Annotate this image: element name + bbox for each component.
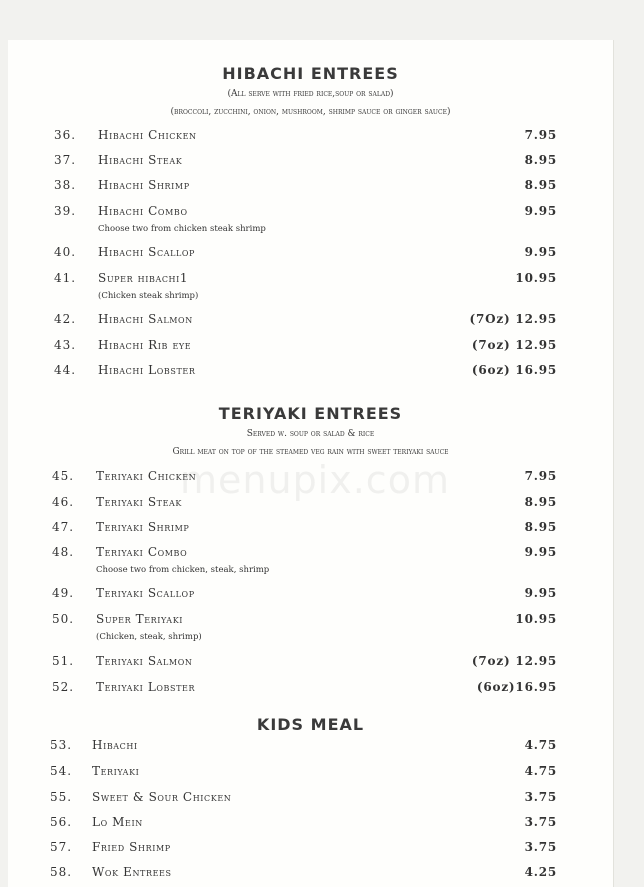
item-price: 8.95 <box>524 153 557 167</box>
item-price: 3.75 <box>524 790 557 804</box>
hibachi-note-serve: (All serve with fried rice,soup or salad) <box>227 89 394 99</box>
item-number: 56. <box>50 815 73 829</box>
item-price: (7oz) 12.95 <box>471 338 557 352</box>
item-price: 8.95 <box>524 495 557 509</box>
item-name: Wok Entrees <box>92 865 172 879</box>
item-number: 47. <box>52 520 75 534</box>
item-number: 38. <box>54 178 77 192</box>
hibachi-note-sauce: (broccoli, zucchini, onion, mushroom, shrimp sauce or ginger sauce) <box>170 107 451 117</box>
item-name: Hibachi Shrimp <box>98 178 190 192</box>
item-number: 55. <box>50 790 73 804</box>
item-number: 52. <box>52 680 75 694</box>
menu-item <box>8 840 613 858</box>
item-price: 7.95 <box>524 469 557 483</box>
item-name: Teriyaki Shrimp <box>96 520 190 534</box>
menu-page <box>8 40 613 887</box>
item-description: (Chicken steak shrimp) <box>98 291 199 301</box>
item-number: 36. <box>54 128 77 142</box>
item-name: Hibachi Steak <box>98 153 183 167</box>
menu-item <box>8 586 613 604</box>
item-number: 45. <box>52 469 75 483</box>
item-name: Teriyaki Chicken <box>96 469 197 483</box>
item-name: Teriyaki Combo <box>96 545 188 559</box>
item-name: Teriyaki Steak <box>96 495 182 509</box>
item-price: 4.75 <box>524 738 557 752</box>
item-number: 53. <box>50 738 73 752</box>
menu-item <box>8 520 613 538</box>
item-number: 51. <box>52 654 75 668</box>
item-price: 9.95 <box>524 545 557 559</box>
item-number: 50. <box>52 612 75 626</box>
menu-item <box>8 363 613 381</box>
item-name: Teriyaki Lobster <box>96 680 196 694</box>
item-number: 44. <box>54 363 77 377</box>
item-number: 37. <box>54 153 77 167</box>
item-name: Teriyaki Salmon <box>96 654 193 668</box>
item-name: Lo Mein <box>92 815 143 829</box>
item-description: Choose two from chicken steak shrimp <box>98 224 266 234</box>
item-price: 3.75 <box>524 815 557 829</box>
menu-item <box>8 204 613 234</box>
item-number: 57. <box>50 840 73 854</box>
item-name: Hibachi Chicken <box>98 128 197 142</box>
item-price: 4.25 <box>524 865 557 879</box>
item-price: (7oz) 12.95 <box>471 654 557 668</box>
menu-item <box>8 178 613 196</box>
teriyaki-title: TERIYAKI ENTREES <box>218 404 403 423</box>
menu-item <box>8 545 613 575</box>
menu-item <box>8 469 613 487</box>
item-price: 8.95 <box>524 178 557 192</box>
item-number: 49. <box>52 586 75 600</box>
menu-item <box>8 271 613 301</box>
item-price: 10.95 <box>515 612 557 626</box>
item-name: Super Teriyaki <box>96 612 184 626</box>
menu-item <box>8 815 613 833</box>
item-description: Choose two from chicken, steak, shrimp <box>96 565 270 575</box>
menu-item <box>8 764 613 782</box>
item-number: 43. <box>54 338 77 352</box>
kids-title: KIDS MEAL <box>256 715 365 734</box>
item-number: 54. <box>50 764 73 778</box>
item-number: 39. <box>54 204 77 218</box>
item-name: Hibachi Combo <box>98 204 188 218</box>
item-name: Hibachi Rib eye <box>98 338 192 352</box>
item-name: Hibachi Lobster <box>98 363 196 377</box>
item-price: (6oz) 16.95 <box>471 363 557 377</box>
menu-item <box>8 612 613 642</box>
item-name: Teriyaki Scallop <box>96 586 195 600</box>
item-price: (7Oz) 12.95 <box>469 312 557 326</box>
item-price: (6oz)16.95 <box>476 680 557 694</box>
item-name: Teriyaki <box>92 764 140 778</box>
teriyaki-note-grill: Grill meat on top of the steamed veg rain with sweet teriyaki sauce <box>172 447 449 457</box>
item-price: 9.95 <box>524 586 557 600</box>
item-description: (Chicken, steak, shrimp) <box>96 632 202 642</box>
menu-item <box>8 312 613 330</box>
item-name: Super hibachi1 <box>98 271 189 285</box>
menu-item <box>8 153 613 171</box>
watermark: menupix.com <box>180 458 450 502</box>
item-name: Hibachi Salmon <box>98 312 193 326</box>
menu-item <box>8 128 613 146</box>
menu-item <box>8 790 613 808</box>
item-number: 46. <box>52 495 75 509</box>
item-price: 8.95 <box>524 520 557 534</box>
item-number: 42. <box>54 312 77 326</box>
menu-item <box>8 338 613 356</box>
item-price: 9.95 <box>524 204 557 218</box>
item-number: 58. <box>50 865 73 879</box>
menu-item <box>8 680 613 698</box>
item-number: 41. <box>54 271 77 285</box>
item-price: 10.95 <box>515 271 557 285</box>
item-name: Fried Shrimp <box>92 840 171 854</box>
item-price: 7.95 <box>524 128 557 142</box>
teriyaki-note-serve: Served w. soup or salad & rice <box>246 429 375 439</box>
hibachi-title: HIBACHI ENTREES <box>222 64 399 83</box>
menu-item <box>8 654 613 672</box>
menu-item <box>8 495 613 513</box>
item-price: 4.75 <box>524 764 557 778</box>
menu-item <box>8 865 613 883</box>
item-number: 40. <box>54 245 77 259</box>
item-number: 48. <box>52 545 75 559</box>
item-name: Hibachi Scallop <box>98 245 196 259</box>
item-name: Hibachi <box>92 738 138 752</box>
menu-item <box>8 738 613 756</box>
item-price: 9.95 <box>524 245 557 259</box>
menu-item <box>8 245 613 263</box>
item-name: Sweet & Sour Chicken <box>92 790 232 804</box>
item-price: 3.75 <box>524 840 557 854</box>
